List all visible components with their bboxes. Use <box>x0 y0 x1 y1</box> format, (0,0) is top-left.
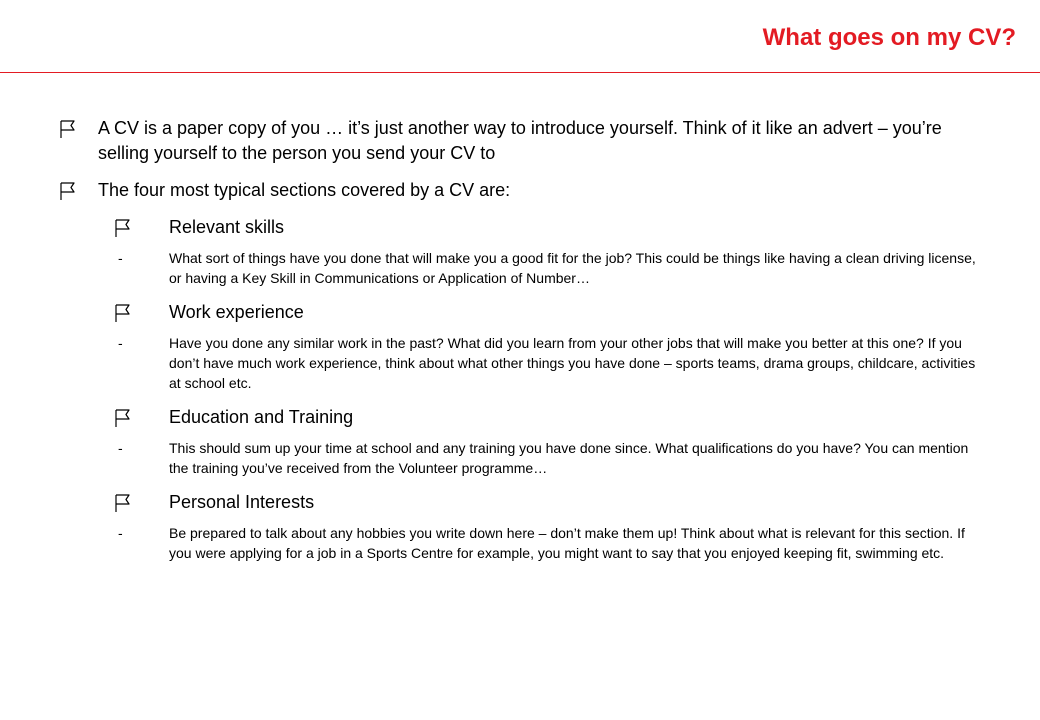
title-divider <box>0 72 1040 73</box>
section-description <box>0 248 984 288</box>
section-heading-text: Work experience <box>169 302 304 322</box>
slide-title: What goes on my CV? <box>762 24 1016 51</box>
intro-bullet-text: The four most typical sections covered by a CV are: <box>98 180 511 200</box>
dash-marker: - <box>118 250 123 266</box>
section-heading <box>0 490 969 515</box>
intro-bullet <box>0 116 978 166</box>
slide-body <box>0 116 1040 563</box>
intro-bullet-text: A CV is a paper copy of you … it’s just another way to introduce yourself. Think of it like an advert – you’re selling yourself to the person you send your CV to <box>98 118 942 163</box>
section-heading-text: Education and Training <box>169 407 354 427</box>
dash-marker: - <box>118 440 123 456</box>
section-description <box>0 333 984 393</box>
section-description-text: This should sum up your time at school and any training you have done since. What qualifications do you have? You can mention the training you’ve received from the Volunteer programme… <box>169 440 969 476</box>
section-heading <box>0 215 969 240</box>
flag-icon <box>113 408 133 428</box>
flag-icon <box>113 493 133 513</box>
flag-icon <box>58 181 78 201</box>
flag-icon <box>58 119 78 139</box>
section-heading-text: Personal Interests <box>169 492 315 512</box>
section-description-text: Have you done any similar work in the past? What did you learn from your other jobs that will make you better at this one? If you don’t have much work experience, think about what other things you have done – sports teams, drama groups, childcare, activities at school etc. <box>169 335 976 391</box>
flag-icon <box>113 218 133 238</box>
intro-bullet <box>0 178 978 203</box>
section-heading <box>0 300 969 325</box>
section-description-text: Be prepared to talk about any hobbies you write down here – don’t make them up! Think about what is relevant for this section. If you were applying for a job in a Sports Centre for example, you might want to say that you enjoyed keeping fit, swimming etc. <box>169 525 965 561</box>
section-heading-text: Relevant skills <box>169 217 285 237</box>
dash-marker: - <box>118 335 123 351</box>
section-description-text: What sort of things have you done that will make you a good fit for the job? This could be things like having a clean driving license, or having a Key Skill in Communications or Application of Number… <box>169 250 976 286</box>
section-description <box>0 523 984 563</box>
flag-icon <box>113 303 133 323</box>
dash-marker: - <box>118 525 123 541</box>
section-description <box>0 438 984 478</box>
section-heading <box>0 405 969 430</box>
